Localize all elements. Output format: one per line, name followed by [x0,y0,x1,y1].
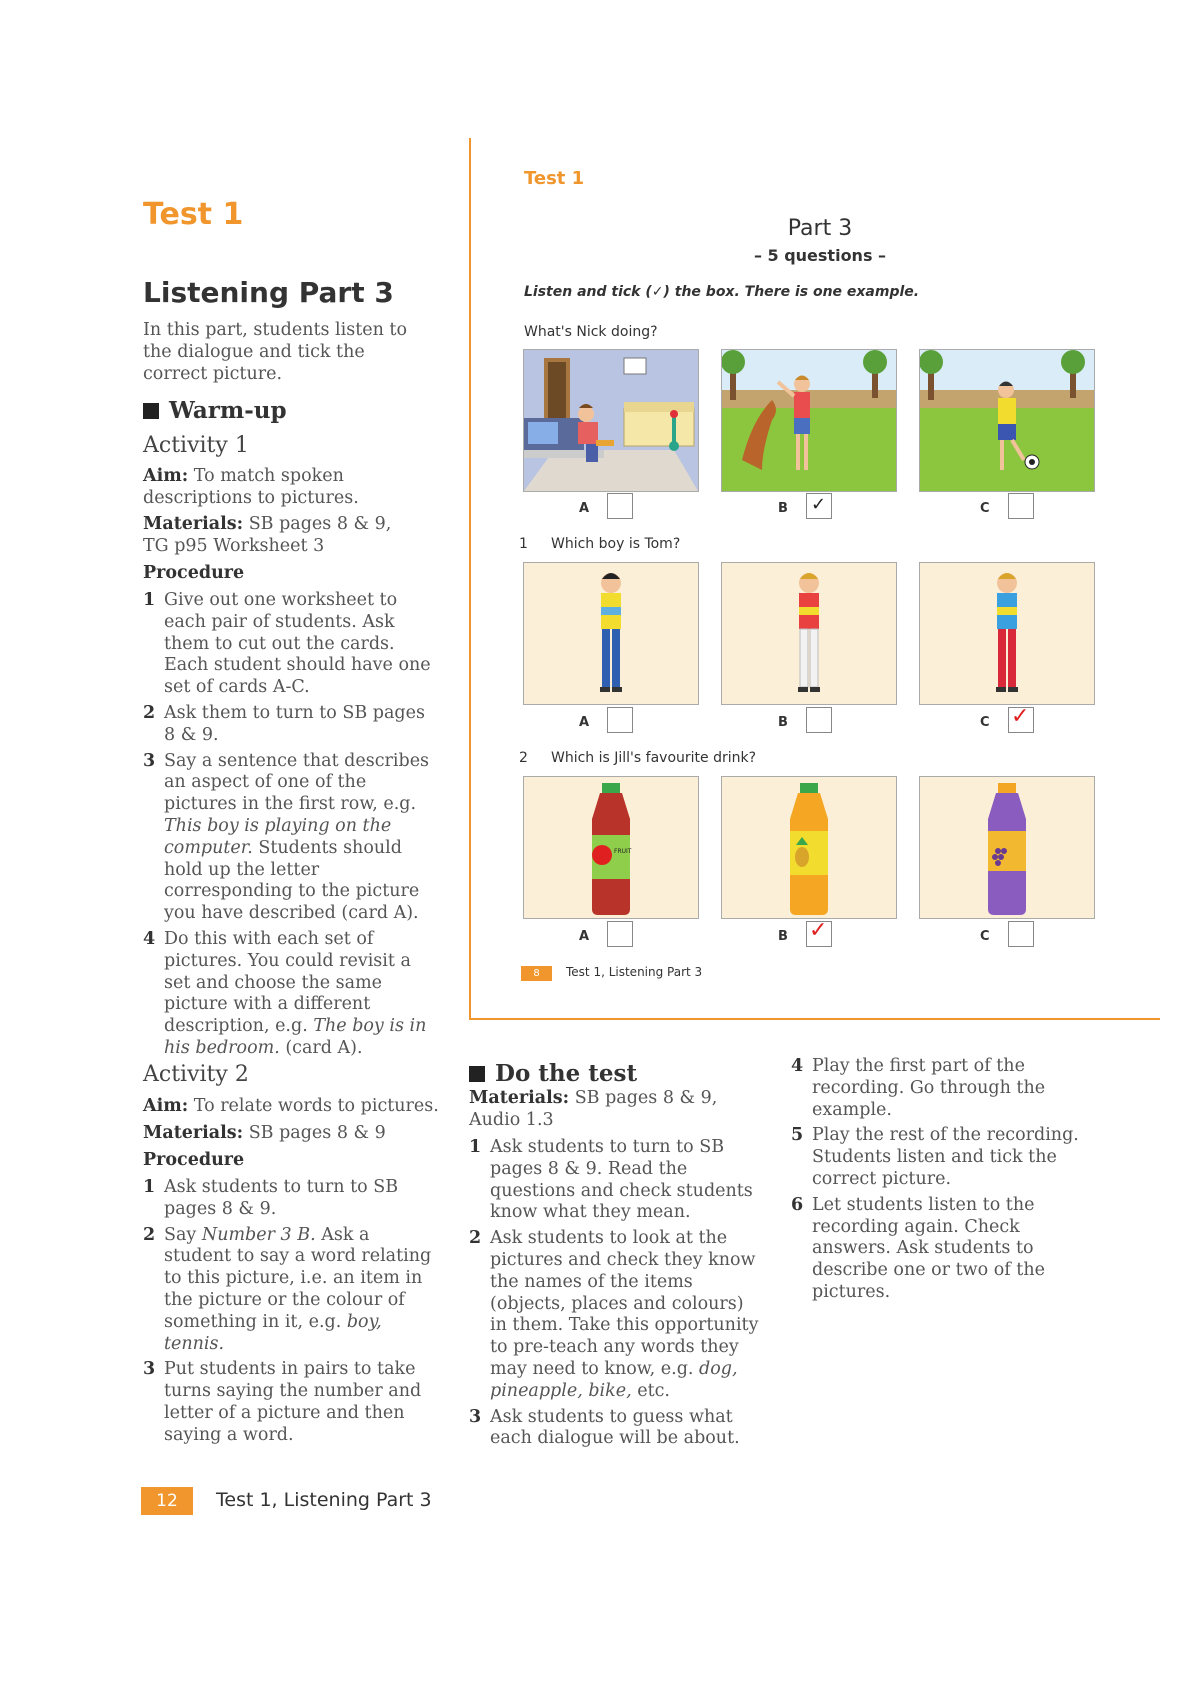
bedroom-computer-illustration [524,350,698,491]
list-item: 5 Play the rest of the recording. Students listen and tick the correct picture. [791,1125,1079,1189]
do-test-heading-text: Do the test [495,1060,638,1087]
activity1-aim [143,466,433,510]
boy-red-shirt-illustration [722,563,896,704]
section-title: Listening Part 3 [143,276,394,309]
boy-yellow-shirt-illustration [524,563,698,704]
activity2-title: Activity 2 [143,1062,249,1087]
option-letter: C [980,501,990,516]
q2-checkbox-c[interactable] [1008,921,1034,947]
intro-text: In this part, students listen to the dialogue and tick the correct picture. [143,320,408,384]
grape-juice-bottle-illustration [920,777,1094,918]
activity2-materials: Materials: SB pages 8 & 9 [143,1123,386,1143]
pineapple-juice-bottle-illustration [722,777,896,918]
square-bullet-icon [143,403,159,419]
q1-picture-c [919,562,1095,705]
example-checkbox-a[interactable] [607,493,633,519]
activity2-aim: Aim: To relate words to pictures. [143,1096,439,1116]
activity1-steps [143,590,433,1060]
do-test-materials: Materials: SB pages 8 & 9, Audio 1.3 [469,1088,718,1130]
option-letter: B [778,715,788,730]
panel-divider-vertical [469,138,471,1020]
part-title: Part 3 [787,216,853,241]
do-test-steps-col2 [791,1056,1091,1304]
panel-footer-text: Test 1, Listening Part 3 [566,965,703,979]
footer-text: Test 1, Listening Part 3 [216,1489,432,1511]
q2-checkbox-a[interactable] [607,921,633,947]
example-picture-a [523,349,699,492]
list-item: 1 Ask students to turn to SB pages 8 & 9. [143,1177,399,1219]
q1-checkbox-c[interactable] [1008,704,1034,733]
option-letter: C [980,929,990,944]
list-item: 3 Ask students to guess what each dialogue will be about. [469,1406,740,1449]
q2-picture-c [919,776,1095,919]
part-subtitle: – 5 questions – [753,246,887,265]
q2-picture-b [721,776,897,919]
panel-page-number: 8 [521,966,552,981]
list-item: 2 Say Number 3 B. Ask a student to say a word relating to this picture, i.e. an item in the picture or the colour of something in it, e.g. boy, tennis. [143,1224,432,1354]
red-tick-icon: ✓ [1011,704,1030,729]
example-question: What's Nick doing? [524,324,658,340]
red-apple-juice-bottle-illustration [524,777,698,918]
boy-with-dog-illustration [722,350,896,491]
option-letter: A [579,501,590,516]
q1-checkbox-b[interactable] [806,707,832,733]
panel-test-label: Test 1 [524,168,585,189]
option-letter: B [778,501,788,516]
q2-checkbox-b[interactable] [806,918,832,947]
aim-label: Aim: [143,466,189,486]
q1-text: Which boy is Tom? [551,536,681,552]
example-checkbox-b[interactable] [806,493,832,519]
list-item: 4 Play the first part of the recording. Go through the example. [791,1056,1046,1120]
option-letter: A [579,715,590,730]
list-item: 2 Ask them to turn to SB pages 8 & 9. [143,702,425,745]
materials-label: Materials: [143,514,244,534]
example-picture-b [721,349,897,492]
activity2-procedure-label: Procedure [143,1150,245,1170]
q1-checkbox-a[interactable] [607,707,633,733]
q2-number: 2 [519,750,528,766]
list-item: 4 Do this with each set of pictures. You could revisit a set and choose the same picture with a different description, e.g. The boy is in his bedroom. (card A). [143,928,427,1058]
list-item: 1 Give out one worksheet to each pair of students. Ask them to cut out the cards. Each student should have one set of cards A-C. [143,590,431,698]
q1-picture-a [523,562,699,705]
warmup-heading [143,397,287,424]
list-item: 1 Ask students to turn to SB pages 8 & 9. Read the questions and check students know what they mean. [469,1137,753,1223]
tick-icon: ✓ [811,494,827,515]
q1-picture-b [721,562,897,705]
panel-divider-horizontal [469,1018,1160,1020]
page-number-badge: 12 [141,1487,193,1515]
list-item: 6 Let students listen to the recording again. Check answers. Ask students to describe one or two of the pictures. [791,1194,1045,1302]
activity1-materials [143,514,393,558]
activity2-steps [143,1177,433,1447]
instruction: Listen and tick (✓) the box. There is one example. [524,284,920,300]
list-item: 3 Say a sentence that describes an aspect of one of the pictures in the first row, e.g. This boy is playing on the computer. Students should hold up the letter corresponding to the picture you have described (card A). [143,750,430,924]
aim-text: To match spoken descriptions to pictures. [143,466,359,508]
boy-playing-football-illustration [920,350,1094,491]
red-tick-icon: ✓ [809,918,828,943]
do-test-steps-col1 [469,1137,759,1450]
juice-label-text: FRUIT [614,848,632,855]
list-item: 3 Put students in pairs to take turns saying the number and letter of a picture and then saying a word. [143,1359,422,1445]
test-title: Test 1 [143,197,244,232]
materials-text: SB pages 8 & 9, TG p95 Worksheet 3 [143,514,392,556]
activity1-procedure-label: Procedure [143,563,245,583]
list-item: 2 Ask students to look at the pictures and check they know the names of the items (objects, places and colours) in them. Take this opportunity to pre-teach any words they may need to know, e.g. dog, pineapple, bike, etc. [469,1228,759,1401]
square-bullet-icon [469,1066,485,1082]
warmup-heading-text: Warm-up [169,397,287,424]
q2-text: Which is Jill's favourite drink? [551,750,757,766]
example-checkbox-c[interactable] [1008,493,1034,519]
boy-blue-shirt-illustration [920,563,1094,704]
activity1-title: Activity 1 [143,433,249,458]
do-test-heading [469,1060,637,1087]
q1-number: 1 [519,536,528,552]
option-letter: C [980,715,990,730]
example-picture-c [919,349,1095,492]
q2-picture-a [523,776,699,919]
option-letter: A [579,929,590,944]
option-letter: B [778,929,788,944]
